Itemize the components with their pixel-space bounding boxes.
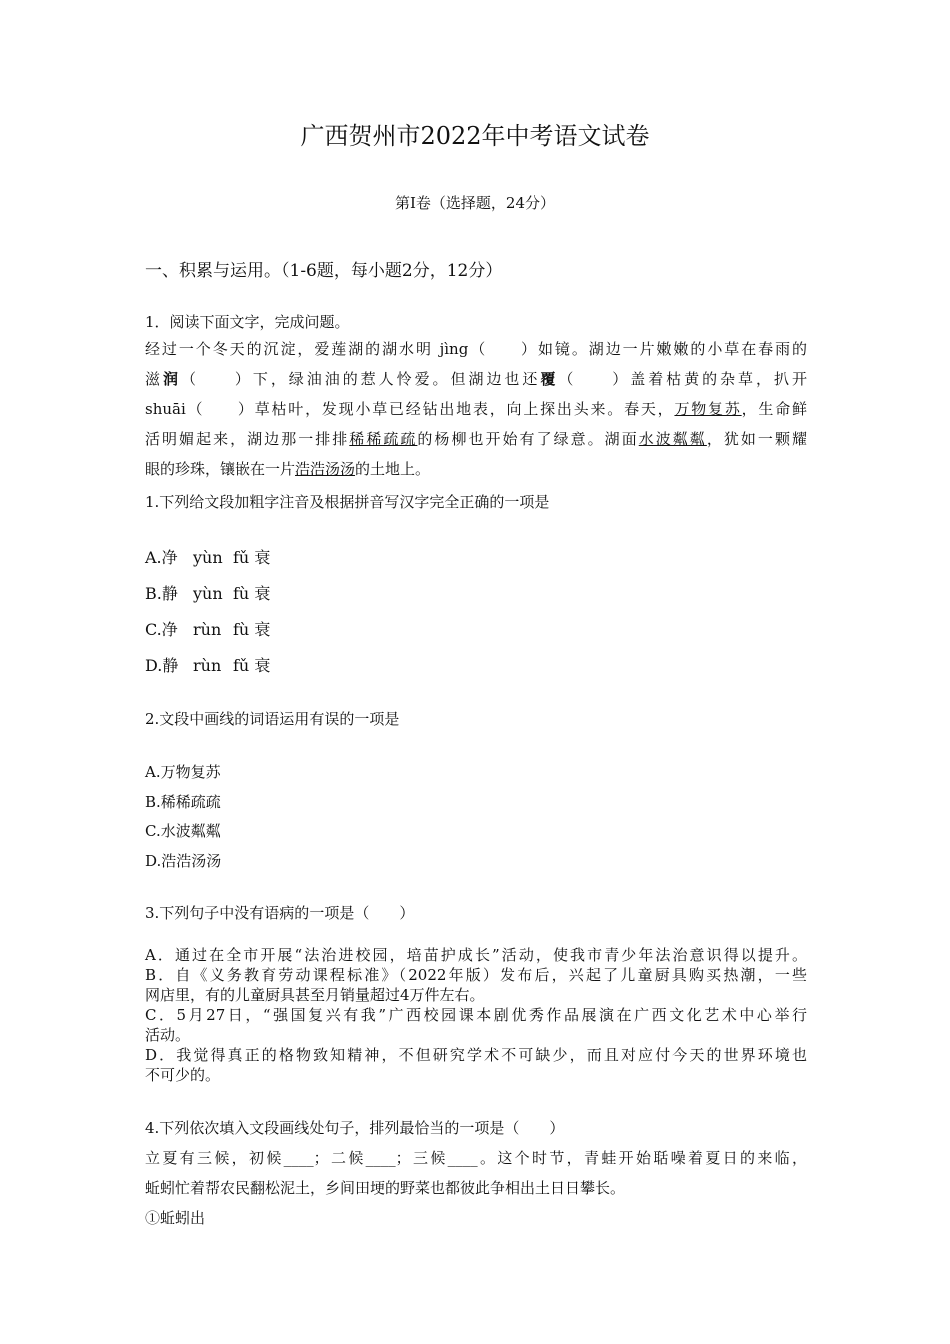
option3-d-line1: D．我觉得真正的格物致知精神，不但研究学术不可缺少，而且对应付今天的世界环境也 [145,1046,807,1064]
sub-question-1: 1.下列给文段加粗字注音及根据拼音写汉字完全正确的一项是 [145,493,550,511]
bold-char-run: 润 [162,370,181,388]
text: 活明媚起来，湖边那一排排 [145,430,350,448]
text: ，犹如一颗耀 [706,430,807,448]
option-text: D.静 [145,656,179,675]
question-1-passage [145,334,807,484]
underlined-shuibolinlin: 水波粼粼 [638,430,707,448]
text: shuāi（ ）草枯叶，发现小草已经钻出地表，向上探出头来。春天， [145,400,675,418]
option-text: C.净 [145,620,178,639]
option-pinyin: rùn [193,620,222,639]
option-pinyin: fù 衰 [233,584,271,603]
sub-question-2: 2.文段中画线的词语运用有误的一项是 [145,710,400,728]
exam-subtitle: 第Ⅰ卷（选择题，24分） [394,194,555,212]
q4-line-1: 立夏有三候，初候____；二候____；三候____。这个时节，青蛙开始聒噪着夏日的来临， [145,1149,807,1167]
text: 的土地上。 [355,460,431,478]
option2-b: B.稀稀疏疏 [145,793,221,811]
text: 滋 [145,370,163,388]
q4-line-2: 蚯蚓忙着帮农民翻松泥土，乡间田埂的野菜也都彼此争相出土日日攀长。 [145,1179,626,1197]
question-1-intro: 1．阅读下面文字，完成问题。 [145,313,350,331]
option-pinyin: fǔ 衰 [233,656,271,675]
text: 的杨柳也开始有了绿意。湖面 [417,430,639,448]
question-3-options [145,945,807,1085]
option-d [145,653,270,676]
option-a [145,545,270,568]
option-b [145,581,270,604]
underlined-haohaoshangshang: 浩浩汤汤 [295,460,356,478]
option-pinyin: rùn [193,656,222,675]
option-text: A.净 [145,548,178,567]
option-pinyin: fǔ 衰 [233,548,271,567]
text: 眼的珍珠，镶嵌在一片 [145,460,296,478]
underlined-xixishushu: 稀稀疏疏 [349,430,418,448]
option2-c: C.水波粼粼 [145,822,221,840]
question-4-passage [145,1143,807,1233]
option3-a: A．通过在全市开展“法治进校园，培苗护成长”活动，使我市青少年法治意识得以提升。 [145,946,807,964]
option-pinyin: yùn [193,548,223,567]
passage-line-5 [145,454,807,484]
option2-d: D.浩浩汤汤 [145,852,222,870]
option3-d-line2: 不可少的。 [145,1066,221,1084]
passage-line-4 [145,424,807,454]
bold-char-fu: 覆 [540,370,559,388]
option3-c-line1: C．5月27日，“强国复兴有我”广西校园课本剧优秀作品展演在广西文化艺术中心举行 [145,1006,807,1024]
exam-title: 广西贺州市2022年中考语文试卷 [300,122,650,150]
text: （ ）盖着枯黄的杂草，扒开 [558,370,807,388]
option3-b-line1: B．自《义务教育劳动课程标准》（2022年版）发布后，兴起了儿童厨具购买热潮，一些 [145,966,807,984]
option-pinyin: yùn [193,584,223,603]
option2-a: A.万物复苏 [145,763,221,781]
option-text: B.静 [145,584,178,603]
option3-c-line2: 活动。 [145,1026,191,1044]
section-heading: 一、积累与运用。（1-6题，每小题2分，12分） [145,261,503,281]
q4-item-1: ①蚯蚓出 [145,1209,206,1227]
underlined-wanwufusu: 万物复苏 [674,400,742,418]
text: ，生命鲜 [741,400,807,418]
text: （ ）下，绿油油的惹人怜爱。但湖边也还 [180,370,541,388]
question-4-stem: 4.下列依次填入文段画线处句子，排列最恰当的一项是（ ） [145,1119,565,1137]
passage-line-3 [145,394,807,424]
option3-b-line2: 网店里，有的儿童厨具甚至月销量超过4万件左右。 [145,986,485,1004]
option-pinyin: fù 衰 [233,620,271,639]
option-c [145,617,270,640]
question-3-stem: 3.下列句子中没有语病的一项是（ ） [145,904,415,922]
passage-line-2 [145,364,807,394]
passage-line-1: 经过一个冬天的沉淀，爱莲湖的湖水明 jìng（ ）如镜。湖边一片嫩嫩的小草在春雨的 [145,340,807,358]
